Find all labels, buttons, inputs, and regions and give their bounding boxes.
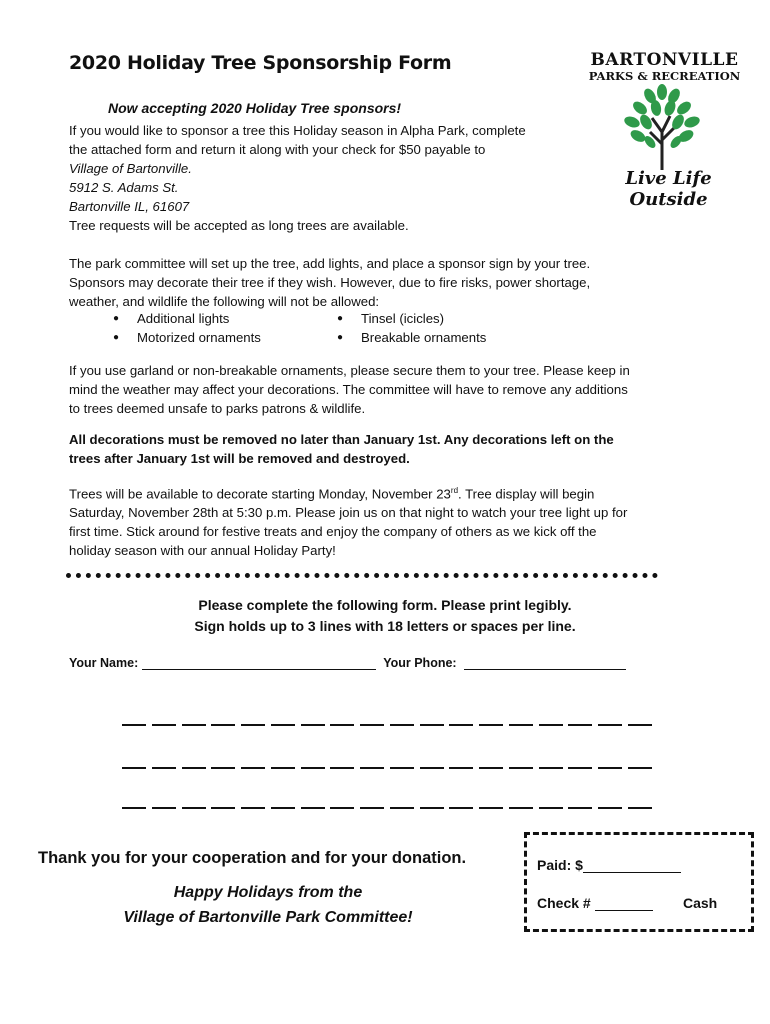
letter-slot[interactable] (182, 807, 206, 809)
letter-slot[interactable] (301, 807, 325, 809)
letter-slot[interactable] (182, 767, 206, 769)
not-allowed-item: ● Additional lights (137, 311, 229, 326)
letter-slot[interactable] (539, 807, 563, 809)
letter-slot[interactable] (122, 724, 146, 726)
letter-slot[interactable] (271, 807, 295, 809)
cash-label: Cash (683, 895, 718, 911)
rules-line: The park committee will set up the tree, add lights, and place a sponsor sign by your tree. (69, 256, 591, 271)
letter-slot[interactable] (509, 724, 533, 726)
schedule-line: Saturday, November 28th at 5:30 p.m. Please join us on that night to watch your tree light up for (69, 505, 628, 521)
not-allowed-item: ● Breakable ornaments (361, 330, 486, 345)
thank-you-note: Thank you for your cooperation and for your donation. (38, 849, 467, 867)
letter-slot[interactable] (301, 724, 325, 726)
letter-slot[interactable] (241, 724, 265, 726)
schedule-text: Trees will be available to decorate starting Monday, November 23 (69, 486, 451, 502)
warning-line: All decorations must be removed no later than January 1st. Any decorations left on the (69, 432, 614, 447)
letter-slot[interactable] (390, 724, 414, 726)
not-allowed-item: ● Tinsel (icicles) (361, 311, 444, 326)
letter-slot[interactable] (330, 724, 354, 726)
letter-slot[interactable] (360, 807, 384, 809)
letter-slot[interactable] (449, 724, 473, 726)
schedule-line (69, 481, 627, 503)
check-number-field[interactable] (595, 898, 653, 911)
letter-slot[interactable] (449, 767, 473, 769)
letter-slot[interactable] (420, 724, 444, 726)
schedule-line: holiday season with our annual Holiday Party! (69, 543, 336, 559)
letter-slot[interactable] (628, 807, 652, 809)
letter-slot[interactable] (360, 767, 384, 769)
phone-field[interactable] (464, 655, 626, 670)
paid-row (537, 857, 681, 873)
paid-label: Paid: $ (537, 857, 583, 873)
rules-line: Sponsors may decorate their tree if they wish. However, due to fire risks, power shortage, (69, 275, 591, 290)
garland-section (69, 361, 630, 418)
letter-slot[interactable] (449, 807, 473, 809)
check-row (537, 895, 653, 911)
schedule-text: . Tree display will begin (458, 486, 595, 502)
subtitle: Now accepting 2020 Holiday Tree sponsors! (108, 100, 402, 116)
garland-line: mind the weather may affect your decorations. The committee will have to remove any additions (69, 382, 628, 397)
letter-slot[interactable] (628, 767, 652, 769)
payment-box (524, 832, 754, 932)
letter-slot[interactable] (539, 724, 563, 726)
paid-amount-field[interactable] (583, 860, 681, 873)
intro-line: If you would like to sponsor a tree this Holiday season in Alpha Park, complete (69, 123, 526, 138)
form-title: 2020 Holiday Tree Sponsorship Form (69, 52, 452, 74)
letter-slot[interactable] (271, 724, 295, 726)
letter-slot[interactable] (568, 767, 592, 769)
address-street: 5912 S. Adams St. (69, 180, 179, 195)
letter-slot[interactable] (479, 807, 503, 809)
schedule-line: first time. Stick around for festive treats and enjoy the company of others as we kick off the (69, 524, 597, 540)
letter-slot[interactable] (539, 767, 563, 769)
logo-name: BARTONVILLE (590, 50, 739, 70)
letter-slot[interactable] (152, 724, 176, 726)
phone-label: Your Phone: (383, 656, 457, 670)
availability-note: Tree requests will be accepted as long trees are available. (69, 218, 409, 233)
instruction-line: Sign holds up to 3 lines with 18 letters or spaces per line. (194, 618, 576, 634)
letter-slot[interactable] (360, 724, 384, 726)
letter-slot[interactable] (122, 767, 146, 769)
address-city: Bartonville IL, 61607 (69, 199, 190, 214)
letter-slot[interactable] (330, 767, 354, 769)
letter-slot[interactable] (390, 767, 414, 769)
tree-icon (622, 82, 702, 162)
intro-section (69, 121, 569, 235)
form-instructions (0, 595, 770, 637)
letter-slot[interactable] (182, 724, 206, 726)
letter-slot[interactable] (211, 807, 235, 809)
letter-slot[interactable] (152, 807, 176, 809)
letter-slot[interactable] (301, 767, 325, 769)
intro-line: the attached form and return it along with your check for $50 payable to (69, 142, 486, 157)
letter-slot[interactable] (509, 767, 533, 769)
warning-line: trees after January 1st will be removed and destroyed. (69, 451, 410, 466)
greeting-line: Village of Bartonville Park Committee! (123, 909, 413, 926)
greeting-line: Happy Holidays from the (173, 884, 363, 901)
sign-line-1[interactable] (122, 724, 652, 726)
letter-slot[interactable] (211, 767, 235, 769)
garland-line: If you use garland or non-breakable ornaments, please secure them to your tree. Please keep in (69, 363, 630, 378)
letter-slot[interactable] (330, 807, 354, 809)
letter-slot[interactable] (568, 724, 592, 726)
letter-slot[interactable] (598, 807, 622, 809)
schedule-section (69, 481, 627, 560)
garland-line: to trees deemed unsafe to parks patrons & wildlife. (69, 401, 366, 416)
instruction-line: Please complete the following form. Please print legibly. (198, 597, 572, 613)
letter-slot[interactable] (598, 767, 622, 769)
sign-line-3[interactable] (122, 807, 652, 809)
holiday-greeting (0, 880, 536, 930)
letter-slot[interactable] (598, 724, 622, 726)
logo-subname: PARKS & RECREATION (588, 69, 741, 83)
letter-slot[interactable] (152, 767, 176, 769)
letter-slot[interactable] (479, 724, 503, 726)
name-field[interactable] (142, 655, 376, 670)
check-label: Check # (537, 895, 591, 911)
logo-tagline: Live Life Outside (625, 168, 712, 210)
letter-slot[interactable] (420, 807, 444, 809)
letter-slot[interactable] (568, 807, 592, 809)
letter-slot[interactable] (271, 767, 295, 769)
letter-slot[interactable] (628, 724, 652, 726)
removal-warning (69, 430, 614, 468)
letter-slot[interactable] (241, 767, 265, 769)
contact-fields (69, 655, 626, 670)
name-label: Your Name: (69, 656, 139, 670)
not-allowed-item: ● Motorized ornaments (137, 330, 261, 345)
letter-slot[interactable] (390, 807, 414, 809)
dotted-divider (66, 573, 658, 578)
letter-slot[interactable] (479, 767, 503, 769)
letter-slot[interactable] (241, 807, 265, 809)
letter-slot[interactable] (211, 724, 235, 726)
rules-line: weather, and wildlife the following will not be allowed: (69, 294, 380, 309)
ordinal-suffix: rd (450, 486, 459, 495)
payee: Village of Bartonville. (69, 161, 192, 176)
bartonville-parks-logo (582, 50, 747, 210)
letter-slot[interactable] (420, 767, 444, 769)
letter-slot[interactable] (122, 807, 146, 809)
letter-slot[interactable] (509, 807, 533, 809)
sign-line-2[interactable] (122, 767, 652, 769)
rules-section (69, 254, 590, 311)
